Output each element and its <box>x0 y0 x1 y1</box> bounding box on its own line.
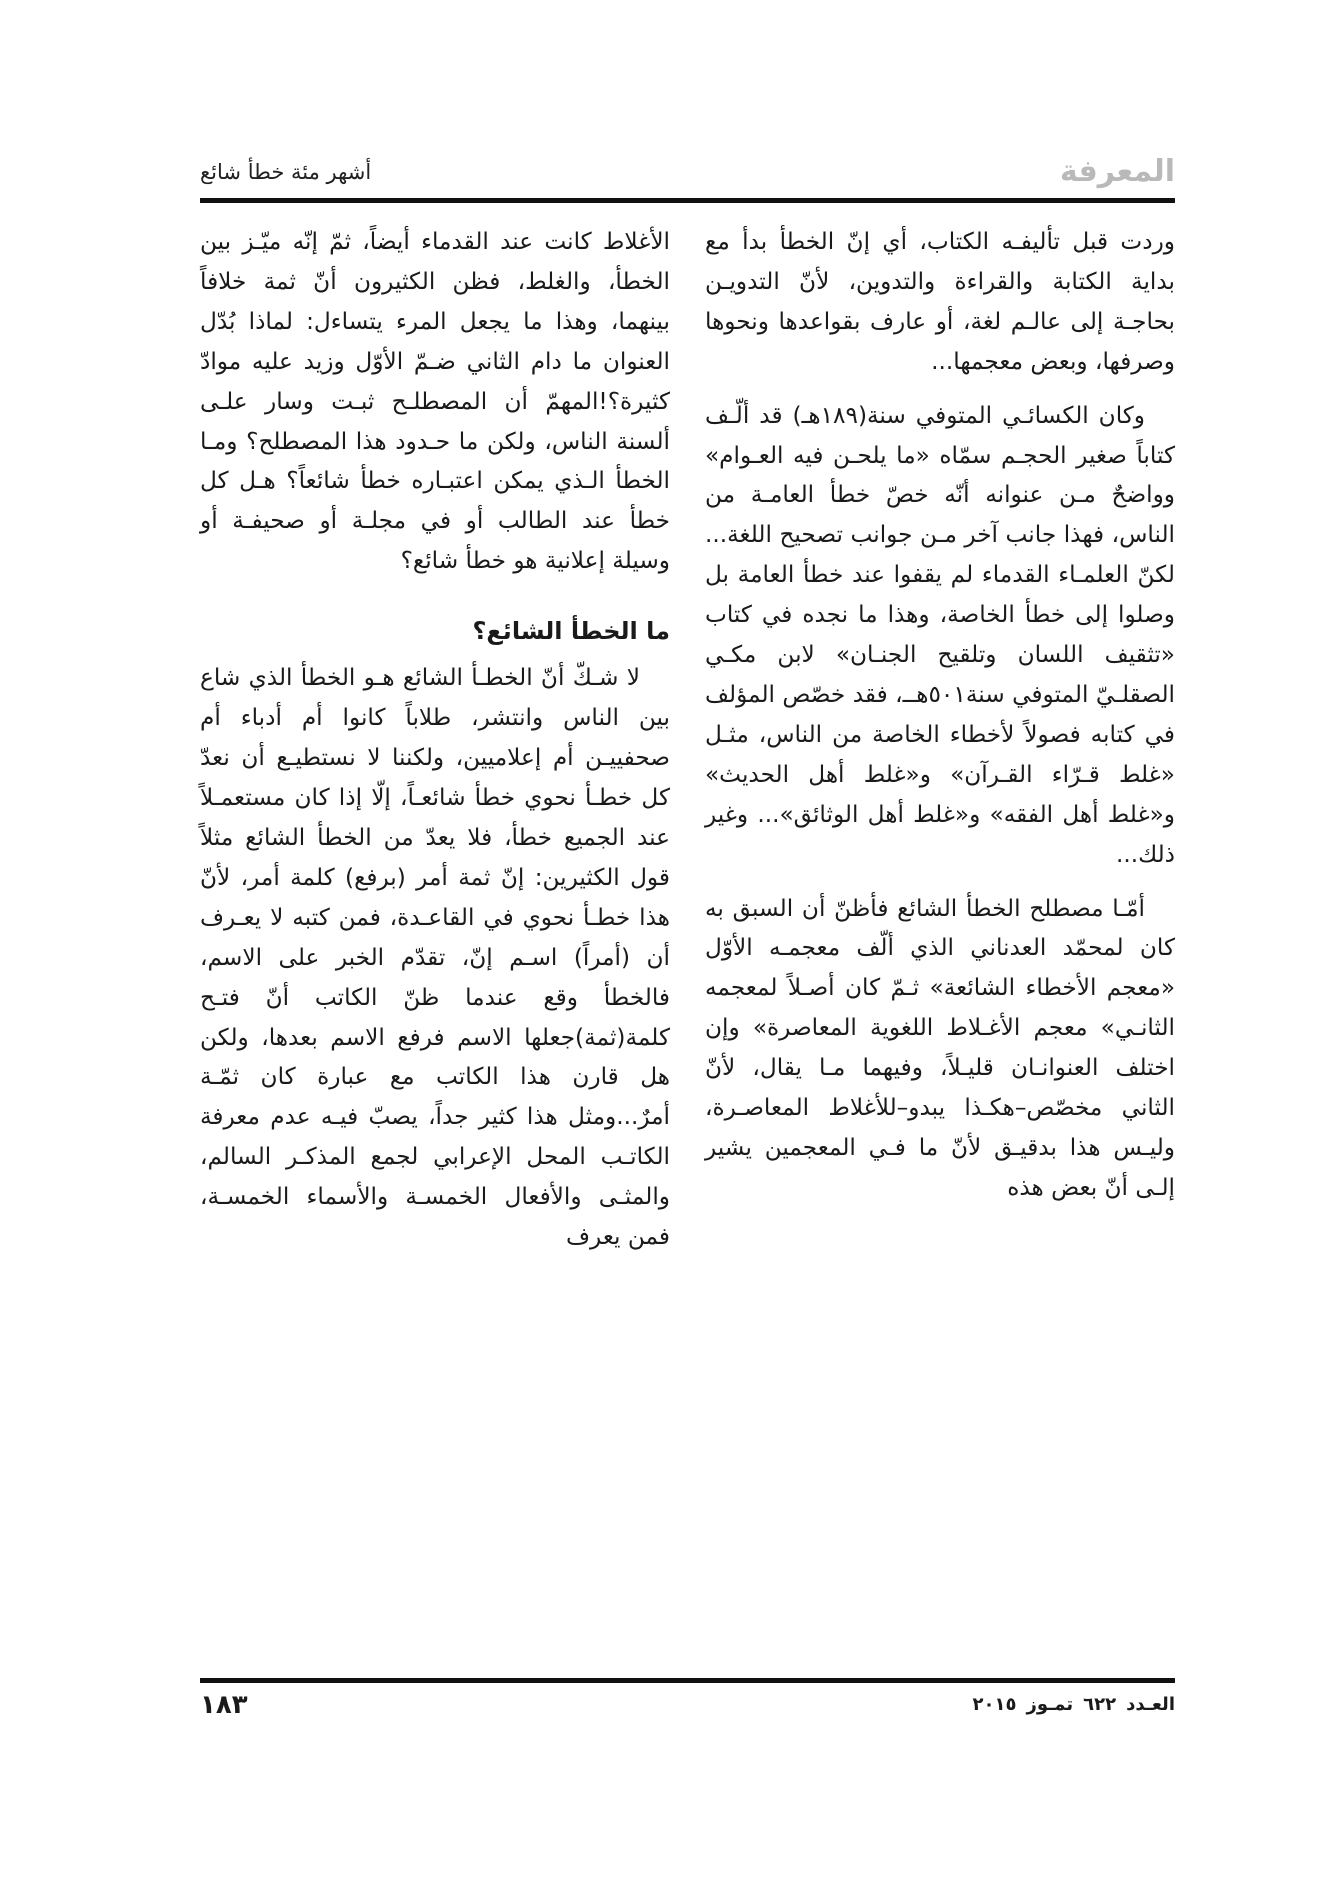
text-column-right <box>705 222 1175 1208</box>
paragraph: وكان الكسائـي المتوفي سنة(١٨٩هـ) قد ألّـف كتاباً صغير الحجـم سمّاه «ما يلحـن فيه العـوام» وواضحٌ مـن عنوانه أنّه خصّ خطأ العامـة من الناس، فهذا جانب آخر مـن جوانب تصحيح اللغة... لكنّ العلمـاء القدماء لم يقفوا عند خطأ العامة بل وصلوا إلى خطأ الخاصة، وهذا ما نجده في كتاب «تثقيف اللسان وتلقيح الجنـان» لابن مكـي الصقلـيّ المتوفي سنة٥٠١هــ، فقد خصّص المؤلف في كتابه فصولاً لأخطاء الخاصة من الناس، مثـل «غلط قـرّاء القـرآن» و«غلط أهل الحديث» و«غلط أهل الفقه» و«غلط أهل الوثائق»... وغير ذلك... <box>705 401 1176 868</box>
magazine-logo: المعرفة <box>1059 154 1175 189</box>
issue-month: تمـوز <box>1026 1694 1074 1715</box>
page-footer <box>200 1690 1175 1734</box>
issue-label: العـدد <box>1126 1694 1175 1715</box>
paragraph: لا شـكّ أنّ الخطـأ الشائع هـو الخطأ الذي شاع بين الناس وانتشر، طلاباً كانوا أم أدباء أم صحفييـن أم إعلاميين، ولكننا لا نستطيـع أن نعدّ كل خطـأ نحوي خطأ شائعـاً، إلّا إذا كان مستعمـلاً عند الجميع خطأ، فلا يعدّ من الخطأ الشائع مثلاً قول الكثيرين: إنّ ثمة أمر (برفع) كلمة أمر، لأنّ هذا خطـأ نحوي في القاعـدة، فمن كتبه لا يعـرف أن (أمراً) اسـم إنّ، تقدّم الخبر على الاسم، فالخطأ وقع عندما ظنّ الكاتب أنّ فتـح كلمة(ثمة)جعلها الاسم فرفع الاسم بعدها، ولكن هل قارن هذا الكاتب مع عبارة كان ثمّـة أمرٌ...ومثل هذا كثير جداً، يصبّ فيـه عدم معرفة الكاتـب المحل الإعرابي لجمع المذكـر السالم، والمثـى والأفعال الخمسـة والأسماء الخمسـة، فمن يعرف <box>200 664 670 1251</box>
issue-info <box>973 1694 1175 1715</box>
paragraph: وردت قبل تأليفـه الكتاب، أي إنّ الخطأ بدأ مع بداية الكتابة والقراءة والتدوين، لأنّ التدويـن بحاجـة إلى عالـم لغة، أو عارف بقواعدها ونحوها وصرفها، وبعض معجمها... <box>705 228 1175 375</box>
page-number: ١٨٣ <box>200 1690 248 1720</box>
issue-year: ٢٠١٥ <box>972 1694 1017 1715</box>
text-column-left <box>200 222 670 1257</box>
page-header <box>200 150 1175 198</box>
issue-number: ٦٢٢ <box>1083 1694 1117 1715</box>
paragraph: أمّـا مصطلح الخطأ الشائع فأظنّ أن السبق به كان لمحمّد العدناني الذي ألّف معجمـه الأوّل «معجم الأخطاء الشائعة» ثـمّ كان أصـلاً لمعجمه الثانـي» معجم الأغـلاط اللغوية المعاصرة» وإن اختلف العنوانـان قليـلاً، وفيهما مـا يقال، لأنّ الثاني مخصّص–هكـذا يبدو–للأغلاط المعاصـرة، وليـس هذا بدقيـق لأنّ ما فـي المعجمين يشير إلـى أنّ بعض هذه <box>705 894 1175 1201</box>
footer-divider <box>200 1678 1175 1683</box>
running-title: أشهر مئة خطأ شائع <box>200 160 372 184</box>
header-divider <box>200 198 1175 203</box>
paragraph: الأغلاط كانت عند القدماء أيضاً، ثمّ إنّه ميّـز بين الخطأ، والغلط، فظن الكثيرون أنّ ثمة خلافاً بينهما، وهذا ما يجعل المرء يتساءل: لماذا بُدّل العنوان ما دام الثاني ضـمّ الأوّل وزيد عليه موادّ كثيرة؟!المهمّ أن المصطلـح ثبـت وسار علـى ألسنة الناس، ولكن ما حـدود هذا المصطلح؟ ومـا الخطأ الـذي يمكن اعتبـاره خطأ شائعاً؟ هـل كل خطأ عند الطالب أو في مجلـة أو صحيفـة أو وسيلة إعلانية هو خطأ شائع؟ <box>200 228 670 575</box>
section-heading: ما الخطأ الشائع؟ <box>472 617 670 646</box>
